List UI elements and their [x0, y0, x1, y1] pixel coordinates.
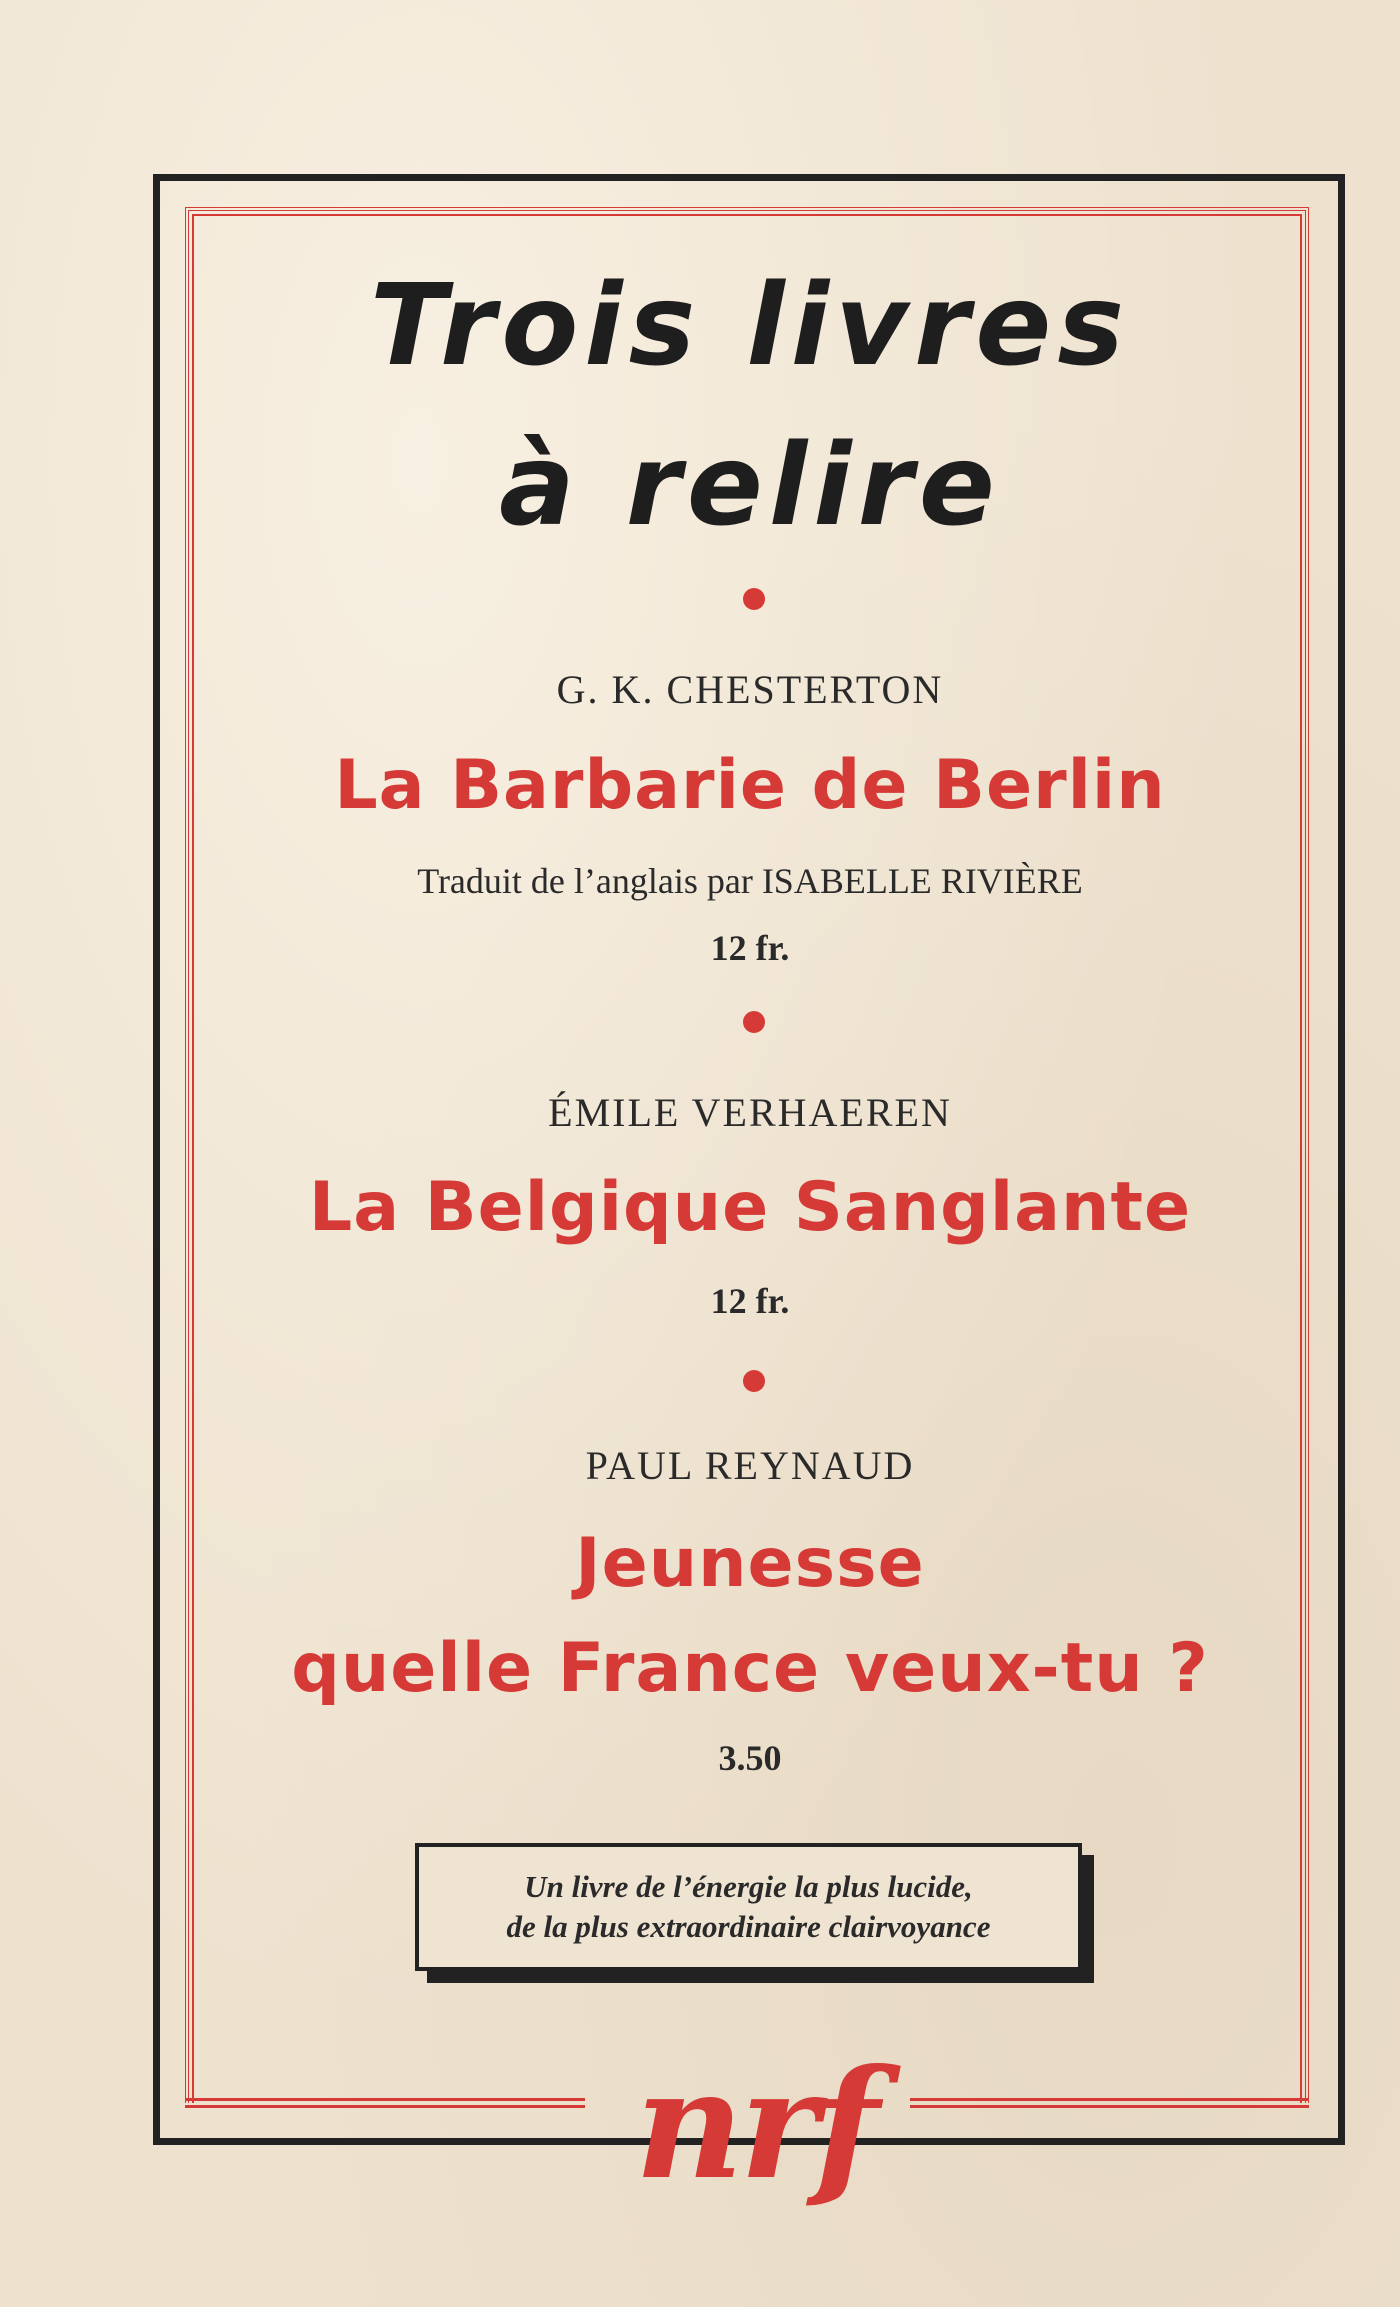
quote-line-1: Un livre de l’énergie la plus lucide,: [524, 1868, 973, 1904]
black-frame-bottom-right: [918, 2138, 1345, 2145]
book-1-title: La Barbarie de Berlin: [334, 746, 1166, 825]
book-2-title: La Belgique Sanglante: [308, 1168, 1192, 1247]
book-2-price: 12 fr.: [710, 1281, 790, 1321]
quote-box: [415, 1843, 1082, 1971]
book-1-price: 12 fr.: [710, 928, 790, 968]
red-frame-bottom-right: [910, 2098, 1309, 2108]
book-2-author: ÉMILE VERHAEREN: [548, 1090, 952, 1135]
quote-line-2: de la plus extraordinaire clairvoyance: [506, 1909, 991, 1944]
nrf-logo-icon: [595, 2037, 915, 2240]
separator-dot: [743, 1370, 765, 1392]
book-3-title-line-1: Jeunesse: [575, 1524, 925, 1603]
page-title-line-2: à relire: [499, 421, 1001, 551]
nrf-logo-text: nrf: [634, 2037, 876, 2213]
book-1-translation: Traduit de l’anglais par ISABELLE RIVIÈRE: [417, 861, 1083, 901]
book-1-author: G. K. CHESTERTON: [556, 667, 944, 712]
separator-dot: [743, 1011, 765, 1033]
book-3-author: PAUL REYNAUD: [585, 1443, 915, 1488]
book-3-title-line-2: quelle France veux-tu ?: [291, 1629, 1209, 1708]
red-frame-bottom-left: [185, 2098, 585, 2108]
page-title-line-1: Trois livres: [370, 261, 1130, 391]
black-frame-bottom-left: [153, 2138, 583, 2145]
separator-dot: [743, 588, 765, 610]
book-3-price: 3.50: [718, 1738, 782, 1778]
